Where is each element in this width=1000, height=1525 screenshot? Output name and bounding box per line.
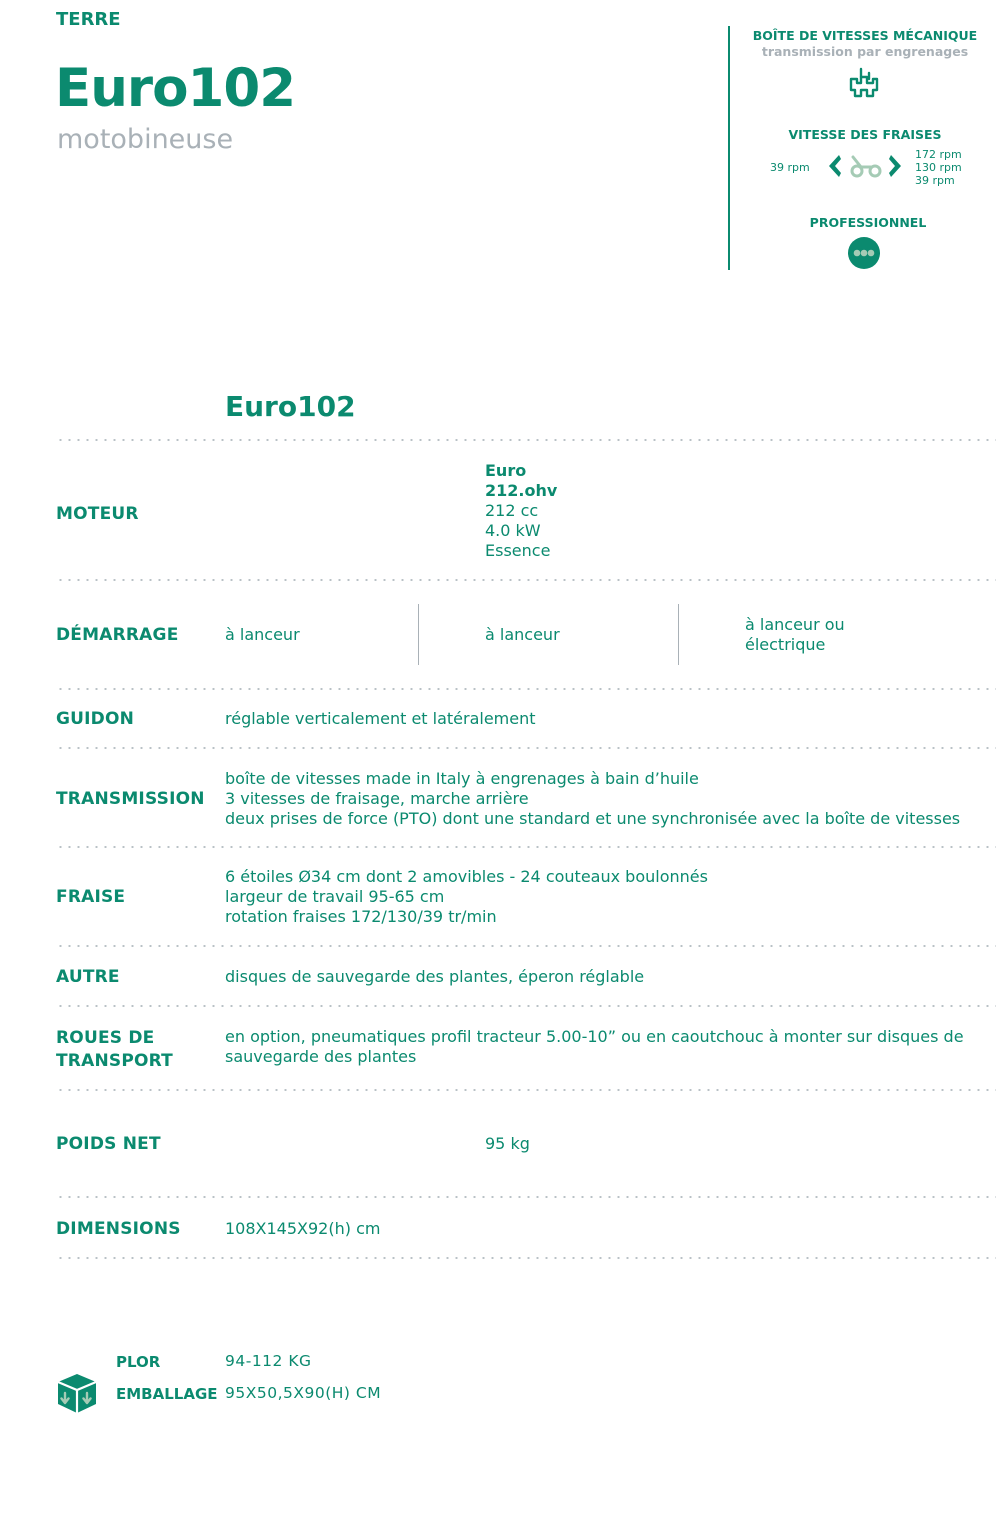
transmission-line: deux prises de force (PTO) dont une standard et une synchronisée avec la boîte de vitesses: [225, 809, 961, 828]
engine-model: 212.ohv: [485, 481, 558, 500]
speed-left-value: 39 rpm: [770, 161, 810, 174]
fraise-value: [225, 867, 708, 927]
plor-label: PLOR: [116, 1353, 161, 1371]
divider: [56, 1089, 996, 1091]
product-subtitle: motobineuse: [57, 124, 234, 155]
divider: [56, 945, 996, 947]
speed-right-2: 130 rpm: [915, 161, 962, 174]
roues-label: [56, 1027, 173, 1073]
plor-value: 94-112 KG: [225, 1352, 312, 1370]
dimensions-value: 108X145X92(h) cm: [225, 1219, 381, 1238]
roues-label-line2: TRANSPORT: [56, 1051, 173, 1071]
tiller-speed-icon: [825, 152, 905, 186]
divider: [56, 439, 996, 441]
poids-label: POIDS NET: [56, 1134, 161, 1154]
autre-value: disques de sauvegarde des plantes, éperon réglable: [225, 967, 645, 986]
divider: [56, 1005, 996, 1007]
fraise-label: FRAISE: [56, 887, 126, 907]
level-title: PROFESSIONNEL: [809, 215, 927, 230]
roues-label-line1: ROUES DE: [56, 1028, 155, 1048]
transmission-line: 3 vitesses de fraisage, marche arrière: [225, 789, 529, 808]
spec-model-heading: Euro102: [225, 390, 356, 423]
package-icon: [56, 1372, 98, 1418]
demarrage-value-2: à lanceur: [485, 625, 560, 644]
dimensions-label: DIMENSIONS: [56, 1219, 181, 1239]
speed-right-3: 39 rpm: [915, 174, 955, 187]
emballage-label: EMBALLAGE: [116, 1385, 218, 1403]
divider: [56, 1196, 996, 1198]
engine-cc: 212 cc: [485, 501, 539, 520]
engine-fuel: Essence: [485, 541, 551, 560]
demarrage-value-3-line1: à lanceur ou: [745, 615, 845, 634]
engine-brand: Euro: [485, 461, 527, 480]
product-title: Euro102: [55, 58, 296, 119]
gearbox-title: BOÎTE DE VITESSES MÉCANIQUE: [752, 28, 978, 43]
roues-value: [225, 1027, 964, 1067]
fraise-line: rotation fraises 172/130/39 tr/min: [225, 907, 497, 926]
divider: [56, 579, 996, 581]
moteur-value: [485, 461, 557, 561]
divider: [56, 846, 996, 848]
transmission-line: boîte de vitesses made in Italy à engrenages à bain d’huile: [225, 769, 699, 788]
column-separator: [418, 604, 419, 665]
guidon-value: réglable verticalement et latéralement: [225, 709, 536, 728]
moteur-label: MOTEUR: [56, 504, 139, 524]
features-box: [728, 26, 1000, 270]
demarrage-value-3-line2: électrique: [745, 635, 826, 654]
roues-line: sauvegarde des plantes: [225, 1047, 417, 1066]
gearbox-icon: [847, 66, 881, 102]
demarrage-value-1: à lanceur: [225, 625, 300, 644]
column-separator: [678, 604, 679, 665]
poids-value: 95 kg: [485, 1134, 530, 1153]
divider: [56, 747, 996, 749]
fraise-line: largeur de travail 95-65 cm: [225, 887, 445, 906]
gearbox-subtitle: transmission par engrenages: [761, 44, 969, 59]
speed-title: VITESSE DES FRAISES: [788, 127, 942, 142]
demarrage-label: DÉMARRAGE: [56, 625, 179, 645]
speed-right-1: 172 rpm: [915, 148, 962, 161]
autre-label: AUTRE: [56, 967, 120, 987]
divider: [56, 1257, 996, 1259]
engine-power: 4.0 kW: [485, 521, 541, 540]
roues-line: en option, pneumatiques profil tracteur 5.00-10” ou en caoutchouc à monter sur disques de: [225, 1027, 964, 1046]
fraise-line: 6 étoiles Ø34 cm dont 2 amovibles - 24 couteaux boulonnés: [225, 867, 708, 886]
demarrage-value-3: [745, 615, 845, 655]
transmission-value: [225, 769, 960, 829]
professional-level-icon: [847, 236, 881, 274]
transmission-label: TRANSMISSION: [56, 789, 205, 809]
divider: [56, 688, 996, 690]
emballage-value: 95X50,5X90(H) CM: [225, 1384, 382, 1402]
category-label: TERRE: [56, 9, 121, 30]
guidon-label: GUIDON: [56, 709, 135, 729]
